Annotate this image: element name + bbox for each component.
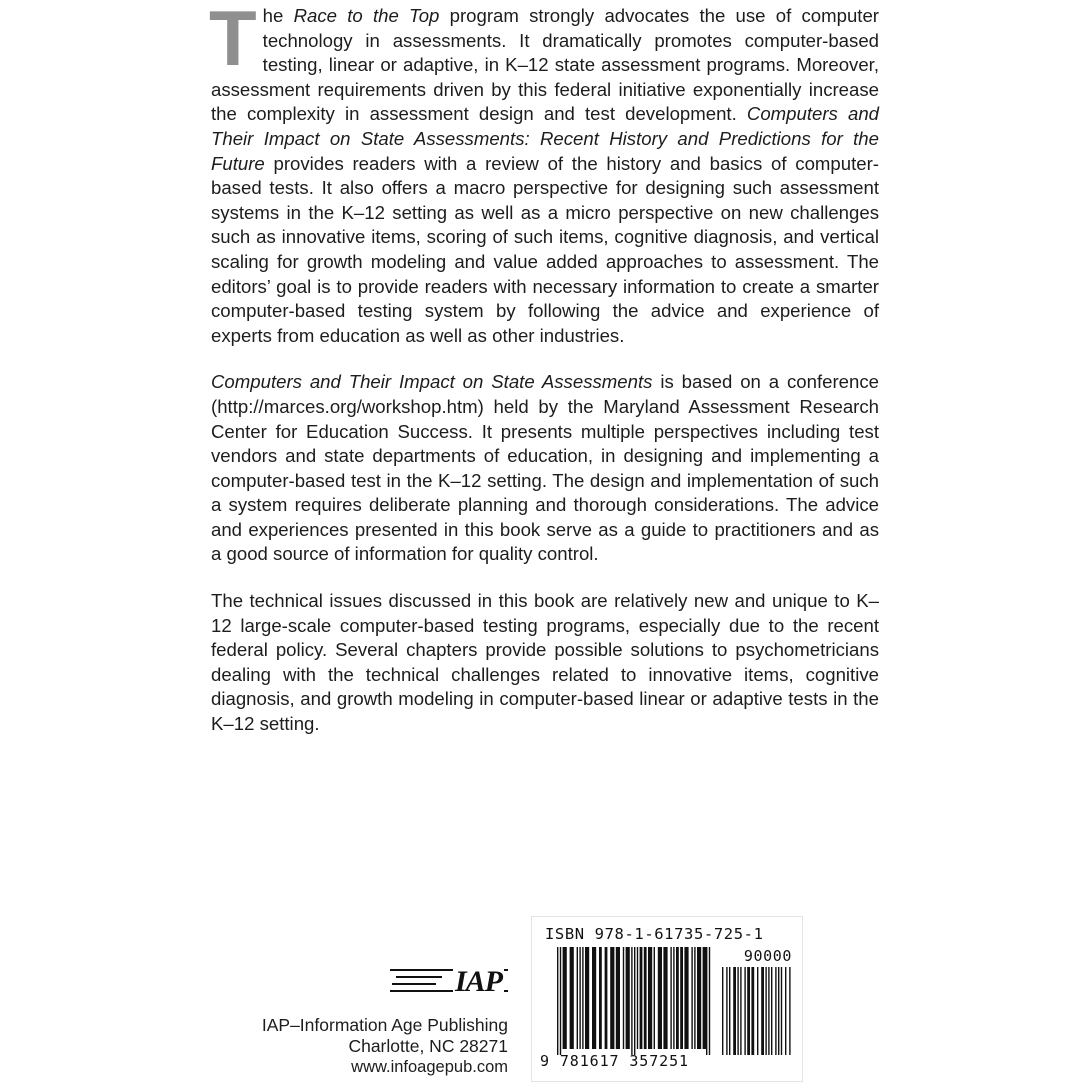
barcode-bar: [637, 947, 638, 1049]
barcode-bar: [684, 947, 688, 1049]
publisher-website: www.infoagepub.com: [351, 1058, 508, 1076]
barcode-bar: [640, 947, 643, 1049]
guard-bar: [557, 947, 558, 1055]
text-run: he: [262, 5, 294, 26]
barcode-bar: [648, 947, 652, 1049]
addon-bar: [765, 967, 766, 1055]
addon-bar: [757, 967, 758, 1055]
addon-bar: [737, 967, 738, 1055]
italic-title-run: Computers and Their Impact on State Assessments: [211, 371, 653, 393]
price-code: 90000: [743, 947, 792, 965]
paragraph-runs: [209, 0, 880, 346]
paragraph-runs: [211, 590, 879, 734]
addon-bar: [726, 967, 727, 1055]
guard-bar: [634, 947, 635, 1055]
barcode-bar: [663, 947, 667, 1049]
addon-bar: [761, 967, 764, 1055]
guard-bar: [709, 947, 710, 1055]
iap-logo: [390, 965, 508, 1001]
addon-bar: [789, 967, 790, 1055]
blurb-paragraph-3: [211, 589, 879, 737]
italic-title-run: Race to the Top: [293, 5, 440, 26]
isbn-label: ISBN 978-1-61735-725-1: [545, 925, 764, 943]
guard-bar: [631, 947, 632, 1055]
blurb-paragraph-1: [209, 0, 880, 348]
barcode-bar: [592, 947, 596, 1049]
addon-bar: [775, 967, 776, 1055]
barcode-bar: [694, 947, 695, 1049]
barcode-bar: [644, 947, 647, 1049]
addon-bar: [733, 967, 736, 1055]
addon-bar: [722, 967, 723, 1055]
text-run: program strongly advocates the use of computer technology in assessments. It dramatically promotes computer-based testing, linear or adaptive, in K–12 state assessment programs. Moreover, assessment requirements driven by this federal initiative exponentially increase the complexity in assessment design and test development.: [211, 5, 879, 125]
barcode-bar: [654, 947, 655, 1049]
addon-bar: [740, 967, 741, 1055]
blurb-text: [209, 0, 880, 759]
addon-bar: [751, 967, 754, 1055]
barcode-bar: [697, 947, 701, 1049]
paragraph-runs: [211, 371, 879, 564]
publisher-city: Charlotte, NC 28271: [348, 1036, 508, 1056]
barcode-bar: [676, 947, 679, 1049]
text-run: is based on a conference (http://marces.org/workshop.htm) held by the Maryland Assessment Research Center for Education Success. It presents multiple perspectives including test vendors and state departments of education, in designing and implementing a computer-based test in the K–12 setting. The design and implementation of such a system requires deliberate planning and thorough considerations. The advice and experiences presented in this book serve as a guide to practitioners and as a good source of information for quality control.: [211, 371, 879, 565]
barcode-bar: [658, 947, 662, 1049]
barcode-bar: [599, 947, 602, 1049]
drop-cap: T: [209, 0, 257, 82]
guard-bar: [560, 947, 561, 1055]
addon-bar: [778, 967, 779, 1055]
guard-bar: [706, 947, 707, 1055]
publisher-name: IAP–Information Age Publishing: [261, 1015, 508, 1035]
ean-digits: 9 781617 357251: [540, 1052, 689, 1070]
addon-bar: [781, 967, 782, 1055]
barcode-bar: [691, 947, 692, 1049]
italic-title-run: Computers and Their Impact on State Assessments: Recent History and Predictions for the Future: [211, 103, 880, 174]
logo-text: IAP: [454, 965, 502, 998]
text-run: provides readers with a review of the history and basics of computer-based tests. It also offers a macro perspective for designing such assessment systems in the K–12 setting as well as a micro perspective on new challenges such as innovative items, scoring of such items, cognitive diagnosis, and vertical scaling for growth modeling and value added approaches to assessment. The editors’ goal is to provide readers with necessary information to create a smarter computer-based testing system by following the advice and experience of experts from education as well as other industries.: [211, 152, 879, 346]
addon-bar: [729, 967, 730, 1055]
barcode-bar: [673, 947, 674, 1049]
barcode-bar: [605, 947, 608, 1049]
barcode-bar: [570, 947, 574, 1049]
addon-bar: [771, 967, 772, 1055]
addon-bar: [785, 967, 786, 1055]
isbn-barcode: [532, 917, 802, 1081]
blurb-paragraph-2: [211, 370, 879, 567]
barcode-bar: [610, 947, 614, 1049]
barcode-bar: [626, 947, 630, 1049]
barcode-bar: [670, 947, 671, 1049]
barcode-bar: [577, 947, 578, 1049]
addon-bar: [744, 967, 745, 1055]
barcode-bar: [582, 947, 583, 1049]
barcode-bar: [579, 947, 580, 1049]
text-run: The technical issues discussed in this book are relatively new and unique to K–12 large-scale computer-based testing programs, especially due to the recent federal policy. Several chapters provide possible solutions to psychometricians dealing with the technical challenges related to innovative items, cognitive diagnosis, and growth modeling in computer-based linear or adaptive tests in the K–12 setting.: [211, 590, 879, 735]
barcode-bar: [680, 947, 683, 1049]
barcode-bar: [563, 947, 567, 1049]
barcode-bar: [623, 947, 624, 1049]
addon-bar: [747, 967, 750, 1055]
addon-bar: [768, 967, 769, 1055]
barcode-bar: [585, 947, 589, 1049]
barcode-bar: [616, 947, 620, 1049]
publisher-block: [240, 965, 508, 1078]
